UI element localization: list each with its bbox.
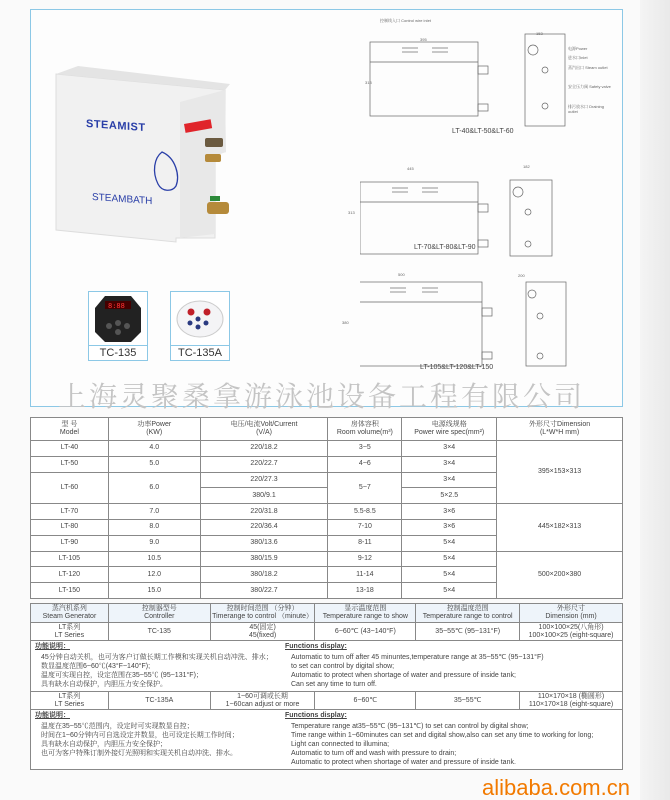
column-header <box>108 604 210 623</box>
wire-spec-cell <box>402 504 497 520</box>
company-watermark: 上海灵聚桑拿游泳池设备工程有限公司 <box>58 380 586 413</box>
volt-cell-text: 380/22.7 <box>250 586 278 594</box>
model-cell <box>31 551 109 567</box>
drawing-lt105 <box>360 282 566 366</box>
function-line: Automatic to protect when shortage of water and pressure of inside tank. <box>291 759 516 766</box>
volt-cell <box>200 472 328 488</box>
model-cell-text: LT-120 <box>58 570 81 578</box>
wire-spec-cell <box>402 519 497 535</box>
volt-cell <box>200 535 328 551</box>
controller-name: TC-135 <box>99 347 137 359</box>
model-cell-text: LT-60 <box>60 483 79 491</box>
time-range-cell-text: 1~60可调或长期 <box>237 692 288 700</box>
brand-logo: STEAMIST <box>86 117 146 135</box>
drawing-lt40 <box>370 34 565 126</box>
series-cell-text: LT系列 <box>58 623 81 631</box>
functions-title: 功能说明： <box>35 712 70 719</box>
dim-width: 200 <box>518 273 525 278</box>
column-header-text: (KW) <box>146 429 163 436</box>
model-cell <box>31 441 109 457</box>
show-temp-cell-text: 6~60℃ (43~140°F) <box>334 627 396 635</box>
volt-cell-text: 380/13.6 <box>250 539 278 547</box>
model-cell <box>31 456 109 472</box>
function-line: 时间在1~60分钟内可自选设定并数显，也可设定长期工作时间； <box>41 732 239 739</box>
drawing-title: LT-70&LT-80&LT-90 <box>414 244 476 251</box>
dim-width: 153 <box>536 31 543 36</box>
functions-en <box>285 712 615 767</box>
power-cell <box>108 456 200 472</box>
function-line: to set can control by digital show; <box>291 663 395 670</box>
product-label: STEAMBATH <box>92 191 153 208</box>
header-row <box>31 604 623 623</box>
dimension-cell-text: 110×170×18 (椭圆形) <box>537 692 605 700</box>
functions-wrap <box>35 712 618 767</box>
room-volume-cell-text: 3~5 <box>358 444 371 452</box>
model-cell-text: LT-50 <box>60 460 79 468</box>
power-cell-text: 6.0 <box>149 483 160 491</box>
wire-spec-cell <box>402 551 497 567</box>
control-temp-cell <box>416 623 520 641</box>
function-line: 温度可实现自控，设定范围在35~55℃ (95~131°F)； <box>41 672 203 679</box>
function-line: Automatic to turn off after 45 minuntes,temperature range at 35~55℃ (95~131°F) <box>291 654 544 661</box>
model-cell-text: LT-105 <box>58 554 81 562</box>
column-header <box>31 418 109 441</box>
volt-cell-text: 220/18.2 <box>250 444 278 452</box>
power-cell-text: 10.5 <box>147 554 162 562</box>
wire-spec-cell <box>402 441 497 457</box>
column-header-text: 外形尺寸 <box>557 605 586 612</box>
model-cell-text: LT-40 <box>60 444 79 452</box>
column-header <box>328 418 402 441</box>
control-temp-cell-text: 35~55℃ <box>453 696 482 704</box>
drawing-title: LT-105&LT-120&LT-150 <box>420 364 494 371</box>
model-cell <box>31 535 109 551</box>
table-row <box>31 441 623 457</box>
column-header-text: (V/A) <box>256 429 273 436</box>
functions-cell <box>31 710 623 770</box>
table-row <box>31 692 623 710</box>
dimension-cell-text: 500×200×380 <box>537 570 582 578</box>
room-volume-cell-text: 13-18 <box>355 586 374 594</box>
volt-cell <box>200 488 328 504</box>
wire-spec-cell <box>402 567 497 583</box>
room-volume-cell <box>328 504 402 520</box>
tc135-photo <box>89 292 147 346</box>
controller-cell <box>108 692 210 710</box>
wire-spec-cell-text: 5×4 <box>443 586 456 594</box>
function-line: Automatic to turn off and wash with pressure to drain; <box>291 750 457 757</box>
controller-cell-text: TC-135 <box>147 627 171 635</box>
model-cell-text: LT-150 <box>58 586 81 594</box>
dimension-cell-text: 395×153×313 <box>537 468 582 476</box>
function-line: Automatic to protect when shortage of water and pressure of inside tank; <box>291 672 516 679</box>
dim-height: 380 <box>342 320 349 325</box>
function-line: 数显温度范围6~60℃(43°F~140°F); <box>41 663 151 670</box>
wire-spec-cell-text: 3×6 <box>443 523 456 531</box>
power-cell-text: 15.0 <box>147 586 162 594</box>
room-volume-cell <box>328 535 402 551</box>
function-line: 也可为客户特殊订制外接灯光照明和实现关机自动冲洗、排水。 <box>41 750 237 757</box>
dimension-cell-text: 445×182×313 <box>537 523 582 531</box>
volt-cell <box>200 519 328 535</box>
functions-wrap <box>35 643 618 689</box>
column-header <box>520 604 623 623</box>
wire-spec-cell-text: 5×2.5 <box>440 491 459 499</box>
column-header-text: Power wire spec(mm²) <box>414 429 485 436</box>
column-header <box>497 418 623 441</box>
function-line: Can set any time to turn off. <box>291 681 377 688</box>
column-header-text: 型 号 <box>61 421 78 428</box>
power-cell <box>108 519 200 535</box>
page-edge <box>640 0 670 800</box>
column-header <box>31 604 109 623</box>
time-range-cell <box>210 692 315 710</box>
dim-length: 395 <box>420 37 427 42</box>
room-volume-cell-text: 8-11 <box>358 539 372 547</box>
column-header-text: Temperature range to show <box>322 613 408 620</box>
column-header-text: 外形尺寸Dimension <box>529 421 591 428</box>
wire-spec-cell <box>402 488 497 504</box>
series-cell-text: LT Series <box>54 631 85 639</box>
column-header <box>210 604 315 623</box>
column-header-text: 蒸汽机系列 <box>51 605 87 612</box>
time-range-cell <box>210 623 315 641</box>
header-row <box>31 418 623 441</box>
function-line: 具有缺水自动保护，内胆压力安全保护。 <box>41 681 167 688</box>
power-cell-text: 4.0 <box>149 444 160 452</box>
column-header-text: Temperature range to control <box>422 613 513 620</box>
dim-height: 313 <box>365 80 372 85</box>
controller-cell <box>108 623 210 641</box>
volt-cell-text: 220/36.4 <box>250 523 278 531</box>
power-cell <box>108 472 200 504</box>
site-watermark: alibaba.com.cn <box>482 775 630 800</box>
time-range-cell-text: 1~60can adjust or more <box>225 700 300 708</box>
callout-power: 电源Power <box>568 46 588 51</box>
model-cell-text: LT-80 <box>60 523 79 531</box>
function-line: Time range within 1~60minutes can set and digital show,also can set any time to working for long; <box>291 732 594 739</box>
room-volume-cell <box>328 551 402 567</box>
power-cell <box>108 504 200 520</box>
steam-generator-photo <box>50 62 240 247</box>
time-range-cell-text: 45(fixed) <box>248 631 277 639</box>
column-header <box>402 418 497 441</box>
power-cell-text: 5.0 <box>149 460 160 468</box>
series-cell <box>31 623 109 641</box>
volt-cell-text: 380/15.9 <box>250 554 278 562</box>
function-line: 具有缺水自动保护，内胆压力安全保护； <box>41 741 167 748</box>
function-line: 45分钟自动关机，也可为客户订做长期工作模和实现关机自动冲洗、排水； <box>41 654 273 661</box>
room-volume-cell-text: 7-10 <box>357 523 372 531</box>
column-header-text: 房体容积 <box>350 421 379 428</box>
functions-zh <box>35 643 285 689</box>
room-volume-cell-text: 11-14 <box>356 570 374 578</box>
model-cell <box>31 472 109 504</box>
wire-spec-cell-text: 5×4 <box>443 539 456 547</box>
dim-length: 445 <box>407 166 414 171</box>
volt-cell-text: 220/27.3 <box>250 475 278 483</box>
column-header-text: Controller <box>144 613 175 620</box>
wire-spec-cell <box>402 583 497 599</box>
power-cell <box>108 535 200 551</box>
wire-spec-cell <box>402 456 497 472</box>
power-cell <box>108 583 200 599</box>
room-volume-cell-text: 5~7 <box>358 483 371 491</box>
wire-spec-cell <box>402 472 497 488</box>
room-volume-cell-text: 4~6 <box>358 460 371 468</box>
functions-title: Functions display: <box>285 643 347 650</box>
column-header <box>315 604 416 623</box>
wire-spec-cell-text: 3×4 <box>443 444 456 452</box>
model-cell <box>31 567 109 583</box>
volt-cell-text: 220/22.7 <box>250 460 278 468</box>
dim-length: 500 <box>398 272 405 277</box>
room-volume-cell <box>328 519 402 535</box>
power-cell-text: 9.0 <box>149 539 160 547</box>
dimension-cell-text: 100×100×25(八角形) <box>538 623 604 631</box>
volt-cell <box>200 456 328 472</box>
functions-cell <box>31 641 623 692</box>
volt-cell-text: 380/9.1 <box>252 491 276 499</box>
wire-spec-cell <box>402 535 497 551</box>
power-cell <box>108 567 200 583</box>
show-temp-cell-text: 6~60℃ <box>353 696 378 704</box>
volt-cell <box>200 567 328 583</box>
callout-safety: 安全压力阀 Safety valve <box>568 84 611 89</box>
column-header-text: Dimension (mm) <box>545 613 597 620</box>
callout-control-wire: 控制线入口 Control wire inlet <box>380 18 431 23</box>
show-temp-cell <box>315 692 416 710</box>
volt-cell-text: 220/31.8 <box>250 507 278 515</box>
column-header <box>108 418 200 441</box>
column-header-text: (L*W*H mm) <box>539 429 580 436</box>
column-header-text: 控制时间范围 （分钟） <box>226 605 299 612</box>
controller-tc135 <box>88 291 148 361</box>
series-cell-text: LT系列 <box>58 692 81 700</box>
control-temp-cell-text: 35~55℃ (95~131°F) <box>435 627 501 635</box>
column-header-text: Room volume(m³) <box>336 429 393 436</box>
column-header <box>200 418 328 441</box>
controller-cell-text: TC-135A <box>145 696 174 704</box>
model-cell <box>31 519 109 535</box>
column-header-text: 控制器型号 <box>141 605 177 612</box>
functions-row <box>31 641 623 692</box>
series-cell-text: LT Series <box>54 700 85 708</box>
dimension-cell <box>497 504 623 551</box>
table-row <box>31 504 623 520</box>
volt-cell <box>200 583 328 599</box>
model-cell-text: LT-70 <box>60 507 79 515</box>
function-line: 温度在35~55℃范围内，设定时可实现数显自控； <box>41 723 194 730</box>
column-header-text: 功率Power <box>137 421 172 428</box>
volt-cell <box>200 504 328 520</box>
show-temp-cell <box>315 623 416 641</box>
power-cell <box>108 441 200 457</box>
controller-tc135a <box>170 291 230 361</box>
controller-name: TC-135A <box>177 347 223 359</box>
wire-spec-cell-text: 5×4 <box>443 554 456 562</box>
wire-spec-cell-text: 3×4 <box>443 475 456 483</box>
column-header <box>416 604 520 623</box>
dimension-cell <box>520 623 623 641</box>
wire-spec-cell-text: 3×4 <box>443 460 456 468</box>
column-header-text: Steam Generator <box>42 613 97 620</box>
callout-inlet: 进水口Inlet <box>568 55 588 60</box>
column-header-text: Timerange to control （minute） <box>212 613 313 620</box>
functions-title: 功能说明： <box>35 643 70 650</box>
function-line: Light can connected to illumina; <box>291 741 390 748</box>
column-header-text: 电压/电流Volt/Current <box>230 421 298 428</box>
volt-cell-text: 380/18.2 <box>250 570 278 578</box>
room-volume-cell-text: 9-12 <box>357 554 372 562</box>
volt-cell <box>200 441 328 457</box>
spec-table <box>30 417 623 599</box>
model-cell <box>31 504 109 520</box>
series-cell <box>31 692 109 710</box>
power-cell-text: 8.0 <box>149 523 160 531</box>
function-line: Temperature range at35~55℃ (95~131℃) to set can control by digital show; <box>291 723 529 730</box>
dim-width: 182 <box>523 164 530 169</box>
drawing-title: LT-40&LT-50&LT-60 <box>452 128 514 135</box>
room-volume-cell <box>328 441 402 457</box>
power-cell-text: 12.0 <box>147 570 162 578</box>
wire-spec-cell-text: 3×6 <box>443 507 456 515</box>
control-temp-cell <box>416 692 520 710</box>
table-row <box>31 623 623 641</box>
dimension-cell-text: 110×170×18 (eight-square) <box>528 700 614 708</box>
wire-spec-cell-text: 5×4 <box>443 570 456 578</box>
model-cell <box>31 583 109 599</box>
time-range-cell-text: 45(固定) <box>249 623 276 631</box>
dimension-cell <box>497 551 623 598</box>
functions-title: Functions display: <box>285 712 347 719</box>
functions-row <box>31 710 623 770</box>
table-row <box>31 551 623 567</box>
dimension-cell-text: 100×100×25 (eight-square) <box>528 631 614 639</box>
room-volume-cell <box>328 472 402 504</box>
functions-en <box>285 643 615 689</box>
functions-zh <box>35 712 285 767</box>
room-volume-cell <box>328 583 402 599</box>
tc135-display: 8:88 <box>108 302 125 310</box>
model-cell-text: LT-90 <box>60 539 79 547</box>
power-cell <box>108 551 200 567</box>
column-header-text: 显示温度范围 <box>344 605 387 612</box>
dim-height: 313 <box>348 210 355 215</box>
column-header-text: Model <box>59 429 79 436</box>
callout-steam: 蒸汽出口 Steam outlet <box>568 65 608 70</box>
dimension-cell <box>520 692 623 710</box>
callout-drain: 排污放水口 Draining outlet <box>568 104 605 114</box>
volt-cell <box>200 551 328 567</box>
room-volume-cell <box>328 456 402 472</box>
room-volume-cell <box>328 567 402 583</box>
column-header-text: 电源线规格 <box>431 421 467 428</box>
power-cell-text: 7.0 <box>149 507 160 515</box>
tc135a-photo <box>171 292 229 346</box>
column-header-text: 控制温度范围 <box>446 605 489 612</box>
controller-table <box>30 603 623 770</box>
room-volume-cell-text: 5.5-8.5 <box>353 507 376 515</box>
dimension-cell <box>497 441 623 504</box>
